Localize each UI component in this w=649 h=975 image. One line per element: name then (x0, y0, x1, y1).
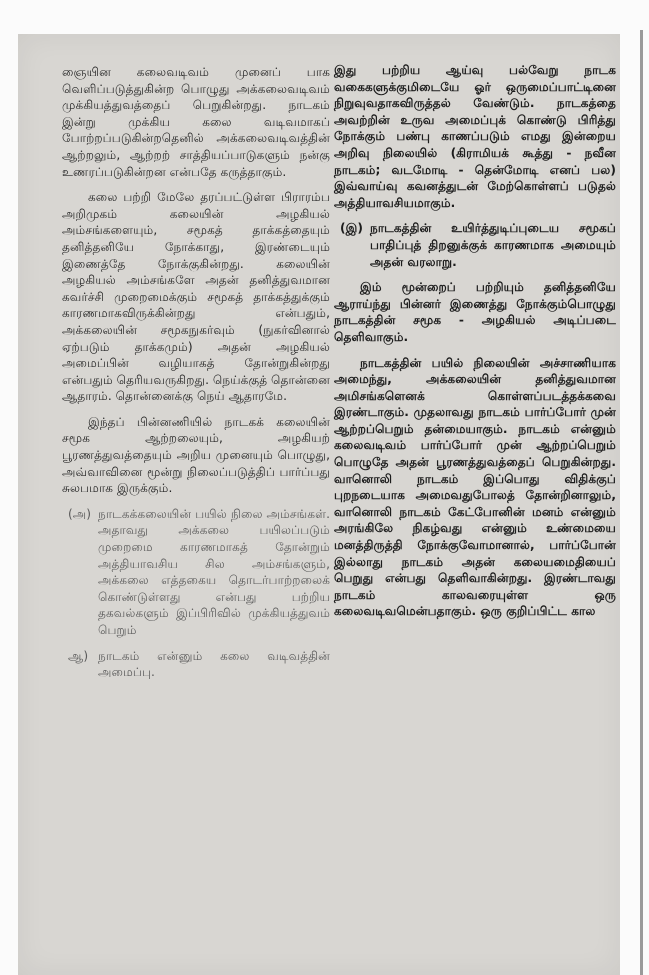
list-marker: (அ) (68, 506, 92, 521)
list-marker: (இ) (340, 221, 363, 236)
adjacent-page-edge (640, 30, 643, 975)
paragraph: இம் மூன்றைப் பற்றியும் தனித்தனியே ஆராய்ந்து பின்னர் இணைத்து நோக்கும்பொழுது நாடகத்தின் சமூக - அழகியல் அடிப்படை தெளிவாகும். (334, 280, 616, 344)
paragraph: இது பற்றிய ஆய்வு பல்வேறு நாடக வகைகளுக்குமிடையே ஓர் ஒருமைப்பாட்டினை நிறுவுவதாகவிருத்தல் வேண்டும். நாடகத்தை அவற்றின் உருவ அமைப்புக் கொண்டு பிரித்து நோக்கும் பண்பு காணப்படும் எமது இன்றைய அறிவு நிலையில் (கிராமியக் கூத்து - நவீன நாடகம்; வடமோடி - தென்மோடி எனப் பல) இவ்வாய்வு கவனத்துடன் மேற்கொள்ளப் படுதல் அத்தியாவசியமாகும். (334, 63, 616, 210)
list-item-text: நாடகம் என்னும் கலை வடிவத்தின் அமைப்பு. (98, 648, 330, 680)
list-item (62, 506, 330, 639)
list-item-text: நாடகக்கலையின் பயில் நிலை அம்சங்கள். அதாவது அக்கலை பயிலப்படும் முறைமை காரணமாகத் தோன்றும் அத்தியாவசிய சில அம்சங்களும், அக்கலை எத்தகைய தொடர்பாற்றலைக் கொண்டுள்ளது என்பது பற்றிய தகவல்களும் இப்பிரிவில் முக்கியத்துவம் பெறும் (98, 506, 330, 637)
paragraph: ஞையின கலைவடிவம் முனைப் பாக வெளிப்படுத்துகின்ற பொழுது அக்கலைவடிவம் முக்கியத்துவத்தைப் பெறுகின்றது. நாடகம் இன்று முக்கிய கலை வடிவமாகப் போற்றப்படுகின்றதெனில் அக்கலைவடிவத்தின் ஆற்றலும், ஆற்றற் சாத்தியப்பாடுகளும் நன்கு உணரப்படுகின்றன என்பதே கருத்தாகும். (62, 65, 330, 179)
list-item-text: நாடகத்தின் உயிர்த்துடிப்புடைய சமூகப் பாதிப்புத் திறனுக்குக் காரணமாக அமையும் அதன் வரலாறு. (370, 221, 616, 269)
list-marker: ஆ) (68, 648, 89, 663)
list-item (62, 648, 330, 681)
paragraph: நாடகத்தின் பயில் நிலையின் அச்சாணியாக அமைந்து, அக்கலையின் தனித்துவமான அமிசங்களெனக் கொள்ளப்படத்தக்கவை இரண்டாகும். முதலாவது நாடகம் பார்ப்போர் முன் ஆற்றப்பெறும் தன்மையாகும். நாடகம் என்னும் கலைவடிவம் பார்ப்போர் முன் ஆற்றப்பெறும் பொழுதே அதன் பூரணத்துவத்தைப் பெறுகின்றது. வானொலி நாடகம் இப்பொது விதிக்குப் புறநடையாக அமைவதுபோலத் தோன்றினாலும், வானொலி நாடகம் கேட்போனின் மனம் என்னும் அரங்கிலே நிகழ்வது என்னும் உண்மையை மனத்திருத்தி நோக்குவோமானால், பார்ப்போன் இல்லாது நாடகம் அதன் கலையமைதியைப் பெறுது என்பது தெளிவாகின்றது. இரண்டாவது நாடகம் காலவரையுள்ள ஒரு கலைவடிவமென்பதாகும். ஒரு குறிப்பிட்ட கால (334, 355, 616, 619)
paragraph: இந்தப் பின்னணியில் நாடகக் கலையின் சமூக ஆற்றலையும், அழகியற் பூரணத்துவத்தையும் அறிய முனையும் பொழுது, அவ்வாவினை மூன்று நிலைப்படுத்திப் பார்ப்பது சுலபமாக இருக்கும். (62, 414, 330, 496)
right-text-column (334, 62, 616, 629)
paragraph: கலை பற்றி மேலே தரப்பட்டுள்ள பிராரம்ப அறிமுகம் கலையின் அழகியல் அம்சங்களையும், சமூகத் தாக்கத்தையும் தனித்தனியே நோக்காது, இரண்டையும் இணைத்தே நோக்குகின்றது. கலையின் அழகியல் அம்சங்களே அதன் தனித்துவமான கவர்ச்சி முறைமைக்கும் சமூகத் தாக்கத்துக்கும் காரணமாகவிருக்கின்றது என்பதும், அக்கலையின் சமூகநுகர்வும் (நுகர்வினால் ஏற்படும் தாக்கமும்) அதன் அழகியல் அமைப்பின் வழியாகத் தோன்றுகின்றது என்பதும் தெரியவருகிறது. நெய்க்குத் தொன்னை ஆதாரம். தொன்னைக்கு நெய் ஆதாரமே. (62, 190, 330, 404)
left-text-column (62, 64, 330, 690)
list-item (334, 220, 616, 270)
